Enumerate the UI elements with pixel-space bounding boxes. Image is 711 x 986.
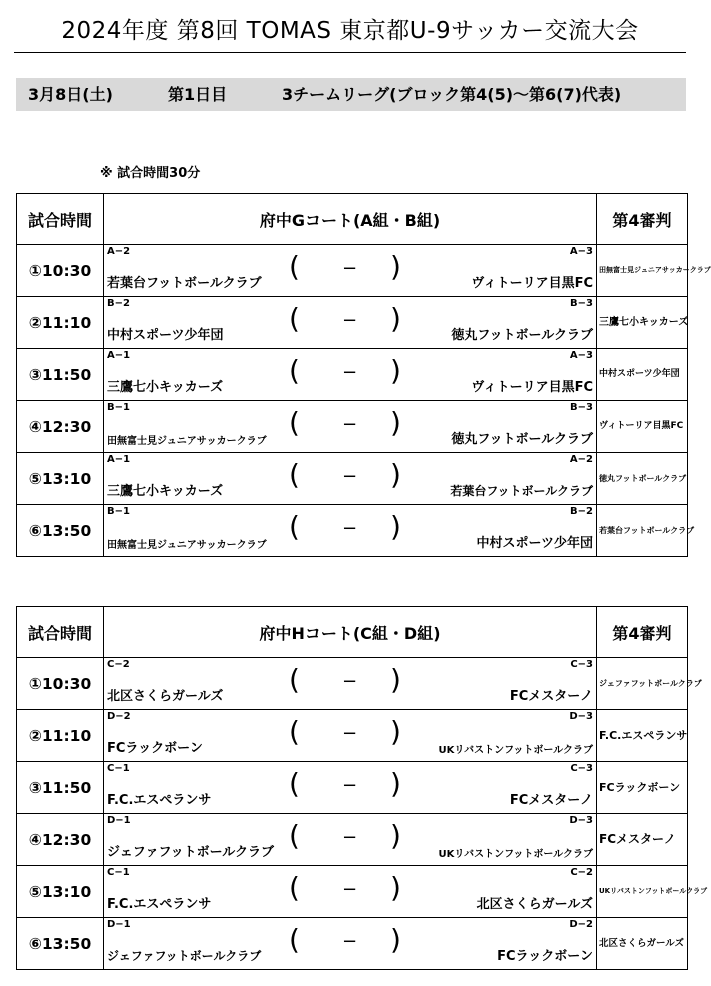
score-dash: − <box>342 466 358 487</box>
score-close: ) <box>390 458 401 491</box>
right-team: ヴィトーリア目黒FC <box>471 380 593 395</box>
right-team: 徳丸フットボールクラブ <box>451 432 593 447</box>
right-team-code: D−3 <box>569 815 593 826</box>
match-time: ②11:10 <box>17 297 104 349</box>
score-close: ) <box>390 406 401 439</box>
fourth-referee: UKリバストンフットボールクラブ <box>599 887 708 895</box>
header-time: 試合時間 <box>17 194 104 245</box>
score-dash: − <box>342 518 358 539</box>
fourth-referee: 中村スポーツ少年団 <box>599 369 680 379</box>
right-team-code: D−3 <box>569 711 593 722</box>
left-team: FCラックボーン <box>107 741 203 756</box>
match-row <box>17 710 688 762</box>
score-dash: − <box>342 775 358 796</box>
title-divider <box>14 52 686 53</box>
format-label: 3チームリーグ(ブロック第4(5)〜第6(7)代表) <box>282 85 622 104</box>
header-ref: 第4審判 <box>597 194 688 245</box>
right-team-code: B−3 <box>570 298 593 309</box>
left-team: 北区さくらガールズ <box>107 689 224 704</box>
match-duration-note: ※ 試合時間30分 <box>100 166 201 181</box>
score-close: ) <box>390 250 401 283</box>
fourth-referee: 若葉台フットボールクラブ <box>599 526 695 535</box>
fourth-referee: ヴィトーリア目黒FC <box>599 421 684 431</box>
schedule-table-h <box>16 606 708 970</box>
score-open: ( <box>289 354 300 387</box>
right-team-code: C−3 <box>570 659 593 670</box>
day-label: 第1日目 <box>168 85 228 104</box>
left-team-code: B−1 <box>107 506 130 517</box>
right-team: FCメスターノ <box>509 793 593 808</box>
score-dash: − <box>342 414 358 435</box>
left-team-code: C−2 <box>107 659 130 670</box>
right-team-code: A−3 <box>569 350 593 361</box>
fourth-referee: FCメスターノ <box>599 832 676 846</box>
right-team-code: B−2 <box>570 506 593 517</box>
left-team-code: A−1 <box>107 350 131 361</box>
score-open: ( <box>289 923 300 956</box>
left-team: 若葉台フットボールクラブ <box>107 276 262 291</box>
match-time: ④12:30 <box>17 814 104 866</box>
date-label: 3月8日(土) <box>28 85 113 104</box>
right-team-code: C−2 <box>570 867 593 878</box>
header-court: 府中Gコート(A組・B組) <box>104 194 597 245</box>
match-time: ③11:50 <box>17 762 104 814</box>
score-close: ) <box>390 510 401 543</box>
fourth-referee: 北区さくらガールズ <box>599 938 685 949</box>
match-time: ①10:30 <box>17 658 104 710</box>
score-close: ) <box>390 871 401 904</box>
fourth-referee: 田無富士見ジュニアサッカークラブ <box>599 266 711 274</box>
right-team: FCメスターノ <box>509 689 593 704</box>
right-team: 若葉台フットボールクラブ <box>450 484 593 498</box>
match-time: ⑥13:50 <box>17 918 104 970</box>
fourth-referee: ジェファフットボールクラブ <box>599 679 702 688</box>
left-team: ジェファフットボールクラブ <box>107 845 275 860</box>
score-close: ) <box>390 819 401 852</box>
table-header-row <box>17 607 688 658</box>
match-time: ⑤13:10 <box>17 453 104 505</box>
match-row <box>17 814 688 866</box>
score-close: ) <box>390 767 401 800</box>
match-row <box>17 401 688 453</box>
match-row <box>17 918 688 970</box>
left-team: 田無富士見ジュニアサッカークラブ <box>107 540 267 551</box>
match-row <box>17 658 688 710</box>
right-team: ヴィトーリア目黒FC <box>471 276 593 291</box>
match-time: ②11:10 <box>17 710 104 762</box>
left-team-code: D−1 <box>107 815 131 826</box>
left-team-code: C−1 <box>107 867 130 878</box>
match-row <box>17 349 688 401</box>
score-close: ) <box>390 663 401 696</box>
match-row <box>17 245 688 297</box>
score-dash: − <box>342 931 358 952</box>
score-dash: − <box>342 362 358 383</box>
score-open: ( <box>289 871 300 904</box>
right-team-code: B−3 <box>570 402 593 413</box>
fourth-referee: 徳丸フットボールクラブ <box>599 474 687 483</box>
score-open: ( <box>289 406 300 439</box>
header-court: 府中Hコート(C組・D組) <box>104 607 597 658</box>
match-row <box>17 762 688 814</box>
score-open: ( <box>289 663 300 696</box>
left-team: F.C.エスペランサ <box>107 897 212 912</box>
left-team: F.C.エスペランサ <box>107 793 212 808</box>
right-team-code: A−2 <box>569 454 593 465</box>
match-row <box>17 297 688 349</box>
header-ref: 第4審判 <box>597 607 688 658</box>
match-row <box>17 453 688 505</box>
left-team: 三鷹七小キッカーズ <box>107 484 224 499</box>
score-dash: − <box>342 310 358 331</box>
right-team: FCラックボーン <box>497 949 593 964</box>
score-open: ( <box>289 819 300 852</box>
fourth-referee: 三鷹七小キッカーズ <box>599 317 689 328</box>
score-close: ) <box>390 715 401 748</box>
left-team-code: D−1 <box>107 919 131 930</box>
left-team: 中村スポーツ少年団 <box>107 328 224 343</box>
score-dash: − <box>342 671 358 692</box>
fourth-referee: FCラックボーン <box>599 781 681 794</box>
match-row <box>17 866 688 918</box>
left-team-code: A−2 <box>107 246 131 257</box>
score-dash: − <box>342 827 358 848</box>
score-close: ) <box>390 302 401 335</box>
page-title: 2024年度 第8回 TOMAS 東京都U-9サッカー交流大会 <box>61 18 639 44</box>
score-open: ( <box>289 510 300 543</box>
right-team: UKリバストンフットボールクラブ <box>438 849 593 860</box>
right-team: UKリバストンフットボールクラブ <box>438 745 593 756</box>
match-time: ⑥13:50 <box>17 505 104 557</box>
score-dash: − <box>342 723 358 744</box>
score-open: ( <box>289 302 300 335</box>
left-team-code: C−1 <box>107 763 130 774</box>
match-time: ③11:50 <box>17 349 104 401</box>
header-time: 試合時間 <box>17 607 104 658</box>
left-team: ジェファフットボールクラブ <box>107 949 262 963</box>
score-close: ) <box>390 923 401 956</box>
right-team: 北区さくらガールズ <box>476 897 593 912</box>
right-team-code: C−3 <box>570 763 593 774</box>
left-team-code: B−2 <box>107 298 130 309</box>
right-team: 中村スポーツ少年団 <box>476 536 593 551</box>
score-close: ) <box>390 354 401 387</box>
date-banner <box>16 78 686 111</box>
schedule-table-g <box>16 193 711 557</box>
table-header-row <box>17 194 688 245</box>
right-team-code: A−3 <box>569 246 593 257</box>
score-open: ( <box>289 458 300 491</box>
left-team-code: B−1 <box>107 402 130 413</box>
match-time: ④12:30 <box>17 401 104 453</box>
score-open: ( <box>289 250 300 283</box>
match-row <box>17 505 688 557</box>
left-team: 田無富士見ジュニアサッカークラブ <box>107 436 267 447</box>
match-time: ①10:30 <box>17 245 104 297</box>
score-open: ( <box>289 715 300 748</box>
match-time: ⑤13:10 <box>17 866 104 918</box>
left-team-code: D−2 <box>107 711 131 722</box>
right-team: 徳丸フットボールクラブ <box>451 328 593 343</box>
right-team-code: D−2 <box>569 919 593 930</box>
score-dash: − <box>342 258 358 279</box>
left-team: 三鷹七小キッカーズ <box>107 380 224 395</box>
fourth-referee: F.C.エスペランサ <box>599 729 688 742</box>
left-team-code: A−1 <box>107 454 131 465</box>
score-open: ( <box>289 767 300 800</box>
score-dash: − <box>342 879 358 900</box>
